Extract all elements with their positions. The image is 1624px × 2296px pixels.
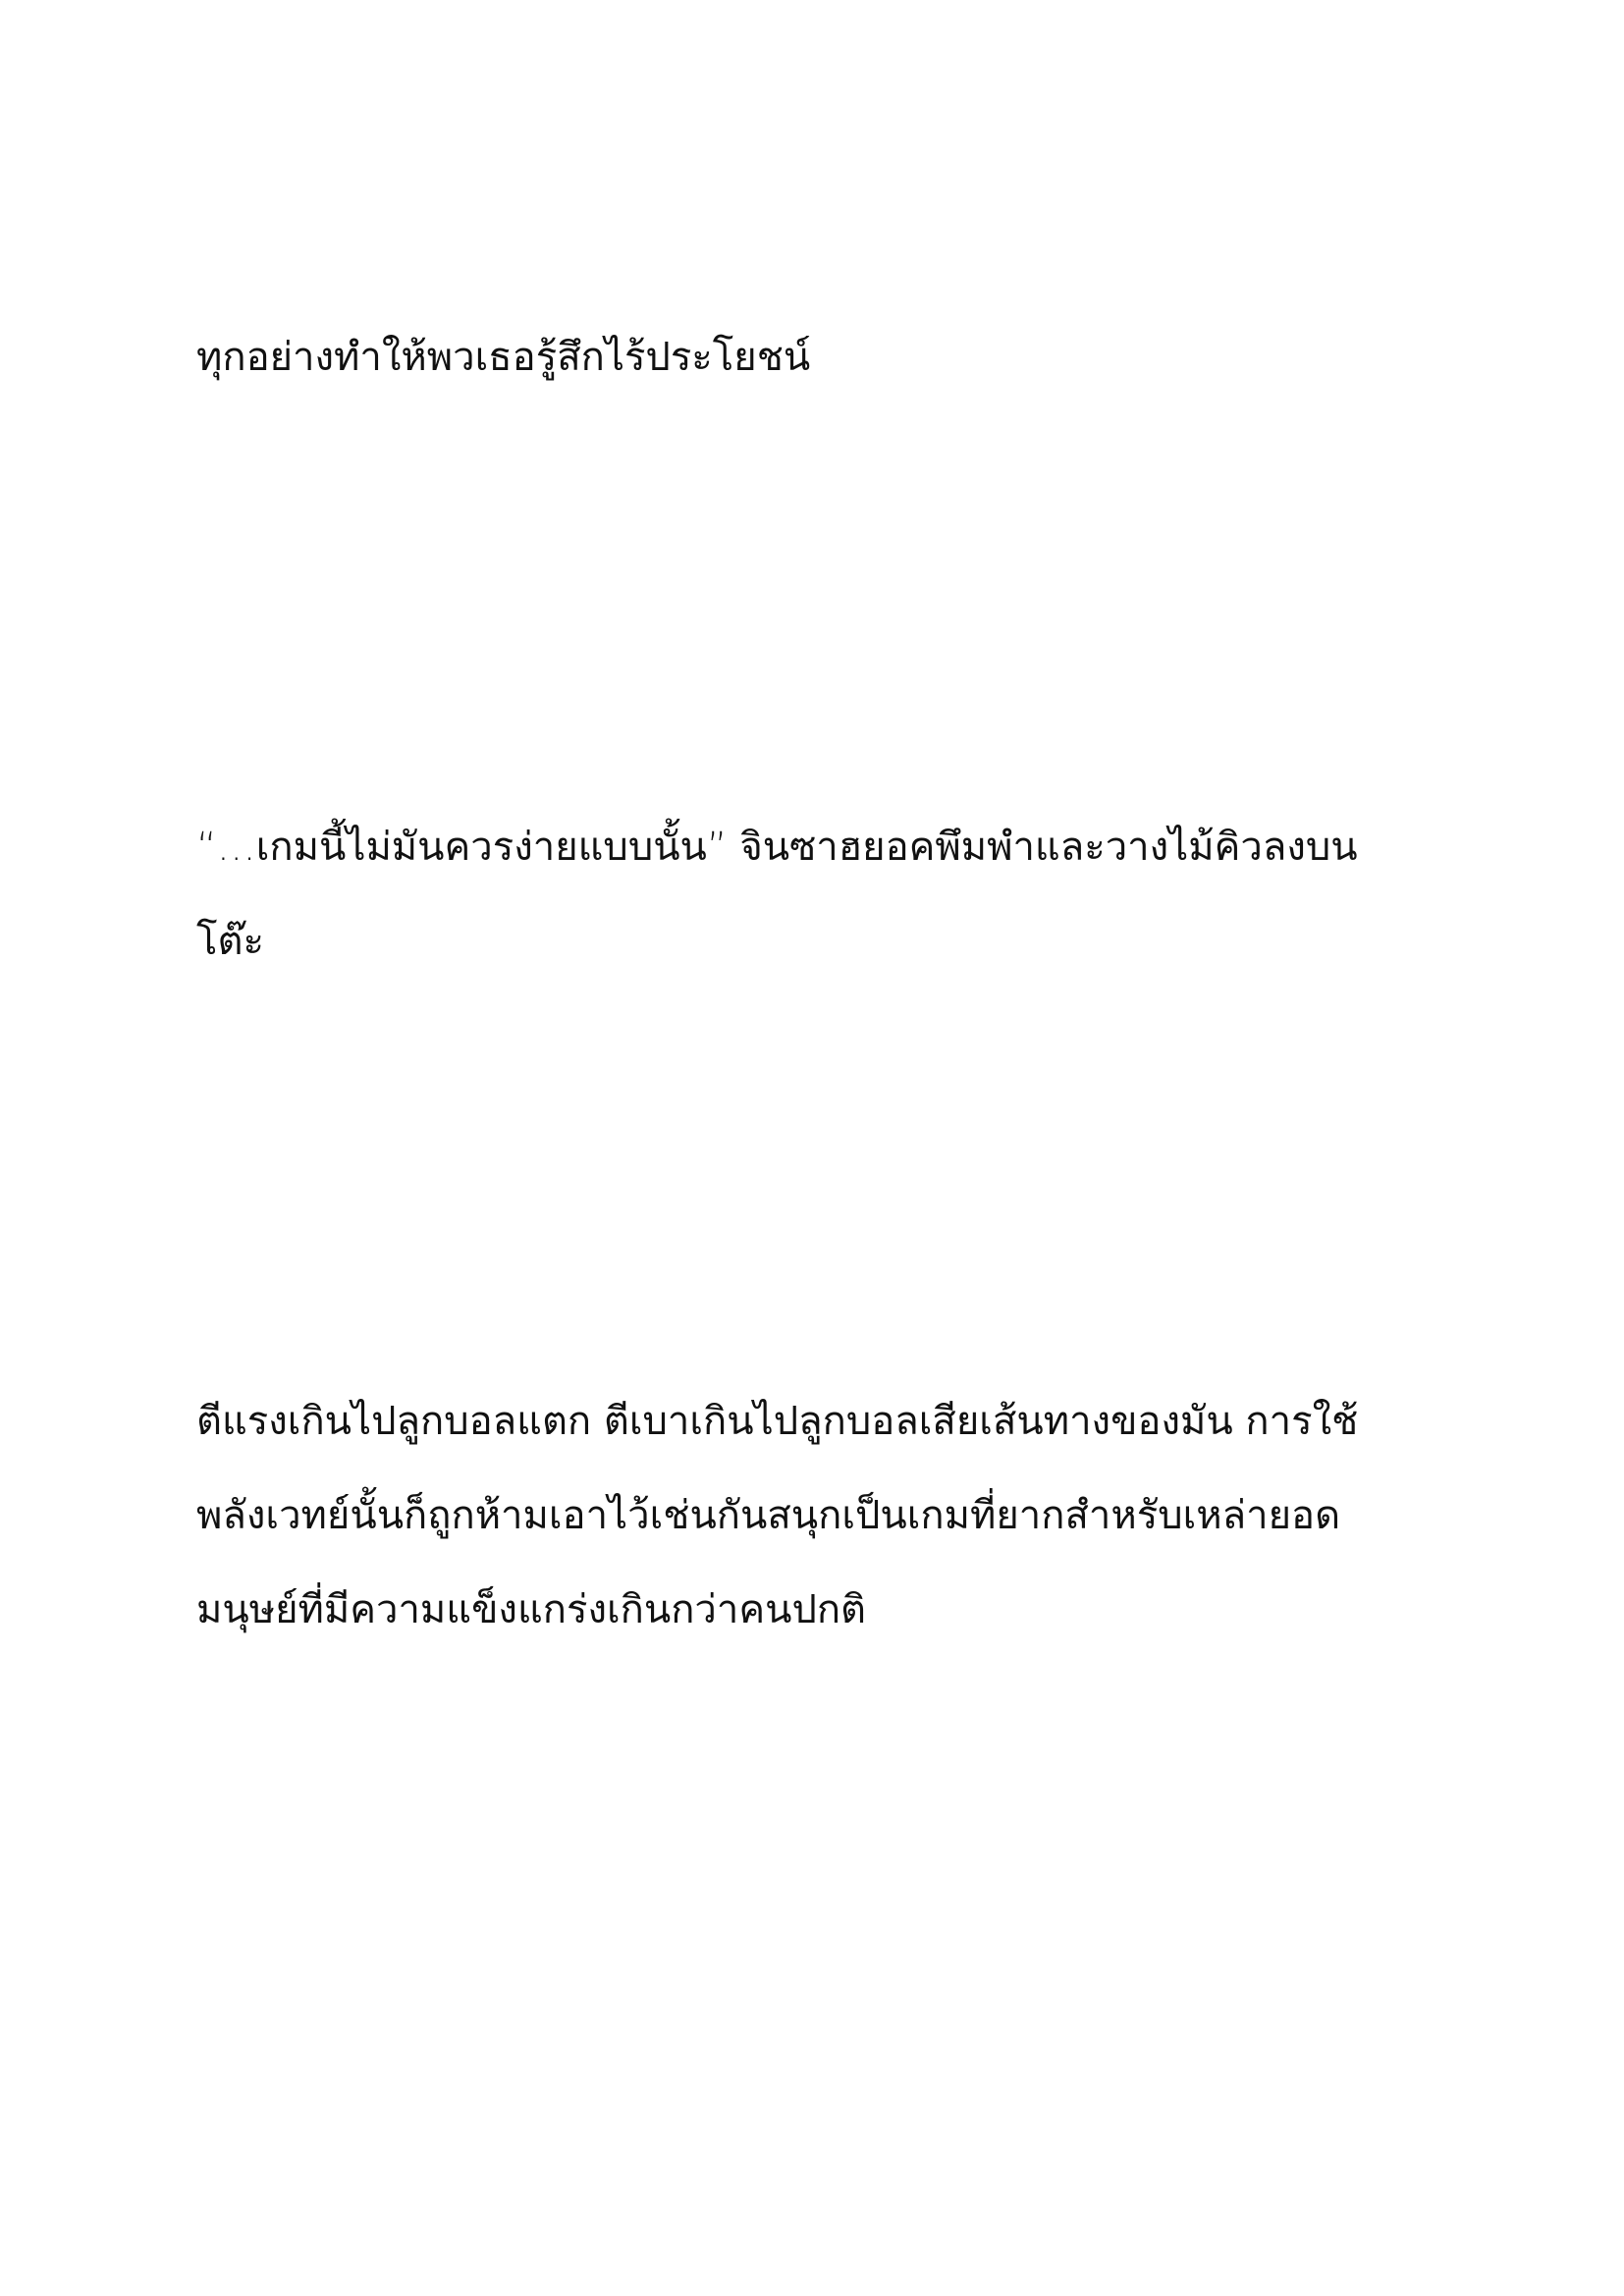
paragraph-line: มนุษย์ที่มีความแข็งแกร่งเกินกว่าคนปกติ	[196, 1587, 867, 1632]
paragraph-line: ตีแรงเกินไปลูกบอลแตก ตีเบาเกินไปลูกบอลเสียเส้นทางของมัน การใช้	[196, 1399, 1359, 1444]
paragraph-1	[196, 310, 1434, 404]
paragraph-2	[196, 800, 1434, 988]
paragraph-line: โต๊ะ	[196, 919, 264, 964]
paragraph-line: “…เกมนี้ไม่มันควรง่ายแบบนั้น” จินซาฮยอคพึมพำและวางไม้คิวลงบน	[196, 825, 1358, 870]
paragraph-line: ทุกอย่างทำให้พวเธอรู้สึกไร้ประโยชน์	[196, 335, 811, 380]
paragraph-3	[196, 1374, 1434, 1657]
paragraph-line: พลังเวทย์นั้นก็ถูกห้ามเอาไว้เช่นกันสนุกเป็นเกมที่ยากสำหรับเหล่ายอด	[196, 1493, 1341, 1538]
